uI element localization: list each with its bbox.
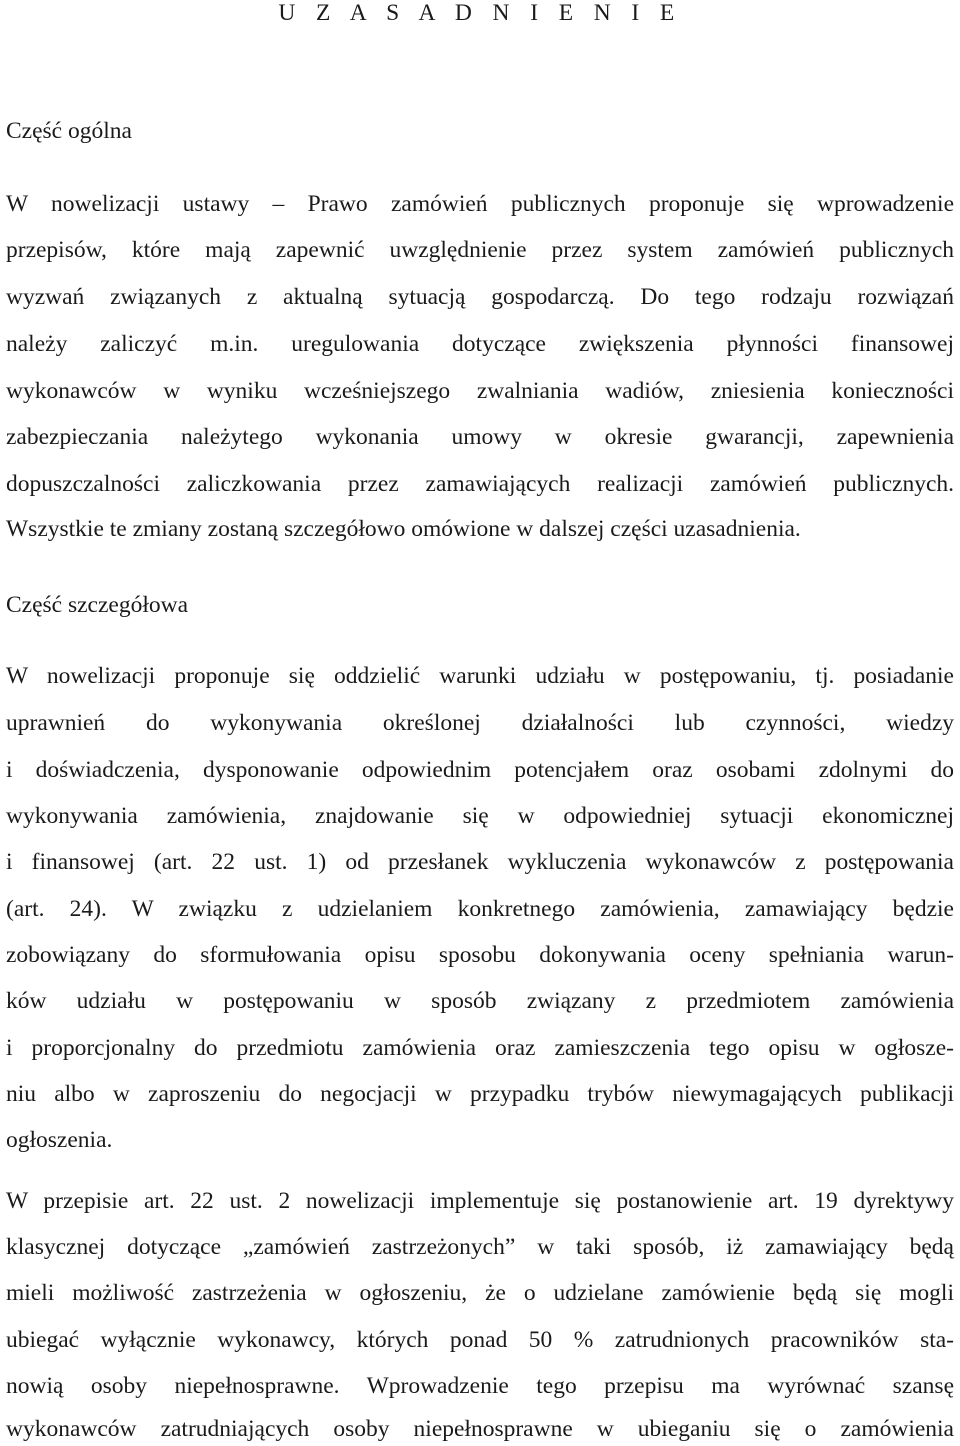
text-line: mieli możliwość zastrzeżenia w ogłoszeniu, że o udzielane zamówienie będą się mogli (6, 1280, 954, 1306)
document-title: U Z A S A D N I E N I E (278, 0, 682, 26)
text-line: ków udziału w postępowaniu w sposób związany z przedmiotem zamówienia (6, 988, 954, 1014)
text-line: i proporcjonalny do przedmiotu zamówienia oraz zamieszczenia tego opisu w ogłosze- (6, 1035, 954, 1061)
text-line: wykonawców zatrudniających osoby niepełnosprawne w ubieganiu się o zamówienia (6, 1416, 954, 1442)
text-line: i finansowej (art. 22 ust. 1) od przesłanek wykluczenia wykonawców z postępowania (6, 849, 954, 875)
text-line: W nowelizacji proponuje się oddzielić warunki udziału w postępowaniu, tj. posiadanie (6, 663, 954, 689)
text-line: zobowiązany do sformułowania opisu sposobu dokonywania oceny spełniania warun- (6, 942, 954, 968)
text-line: uprawnień do wykonywania określonej działalności lub czynności, wiedzy (6, 710, 954, 736)
text-line: (art. 24). W związku z udzielaniem konkretnego zamówienia, zamawiający będzie (6, 896, 954, 922)
section-heading-general: Część ogólna (6, 118, 132, 144)
text-line: ogłoszenia. (6, 1127, 113, 1153)
text-line: klasycznej dotyczące „zamówień zastrzeżonych” w taki sposób, iż zamawiający będą (6, 1234, 954, 1260)
text-line: niu albo w zaproszeniu do negocjacji w przypadku trybów niewymagających publikacji (6, 1081, 954, 1107)
text-line: W przepisie art. 22 ust. 2 nowelizacji implementuje się postanowienie art. 19 dyrektywy (6, 1188, 954, 1214)
text-line: Wszystkie te zmiany zostaną szczegółowo omówione w dalszej części uzasadnienia. (6, 516, 801, 542)
text-line: wyzwań związanych z aktualną sytuacją gospodarczą. Do tego rodzaju rozwiązań (6, 284, 954, 310)
text-line: ubiegać wyłącznie wykonawcy, których ponad 50 % zatrudnionych pracowników sta- (6, 1327, 954, 1353)
text-line: zabezpieczania należytego wykonania umowy w okresie gwarancji, zapewnienia (6, 424, 954, 450)
text-line: należy zaliczyć m.in. uregulowania dotyczące zwiększenia płynności finansowej (6, 331, 954, 357)
text-line: wykonawców w wyniku wcześniejszego zwalniania wadiów, zniesienia konieczności (6, 378, 954, 404)
text-line: nowią osoby niepełnosprawne. Wprowadzenie tego przepisu ma wyrównać szansę (6, 1373, 954, 1399)
text-line: dopuszczalności zaliczkowania przez zamawiających realizacji zamówień publicznych. (6, 471, 954, 497)
text-line: przepisów, które mają zapewnić uwzględnienie przez system zamówień publicznych (6, 237, 954, 263)
text-line: i doświadczenia, dysponowanie odpowiednim potencjałem oraz osobami zdolnymi do (6, 757, 954, 783)
text-line: W nowelizacji ustawy – Prawo zamówień publicznych proponuje się wprowadzenie (6, 191, 954, 217)
text-line: wykonywania zamówienia, znajdowanie się w odpowiedniej sytuacji ekonomicznej (6, 803, 954, 829)
section-heading-detailed: Część szczegółowa (6, 592, 189, 618)
